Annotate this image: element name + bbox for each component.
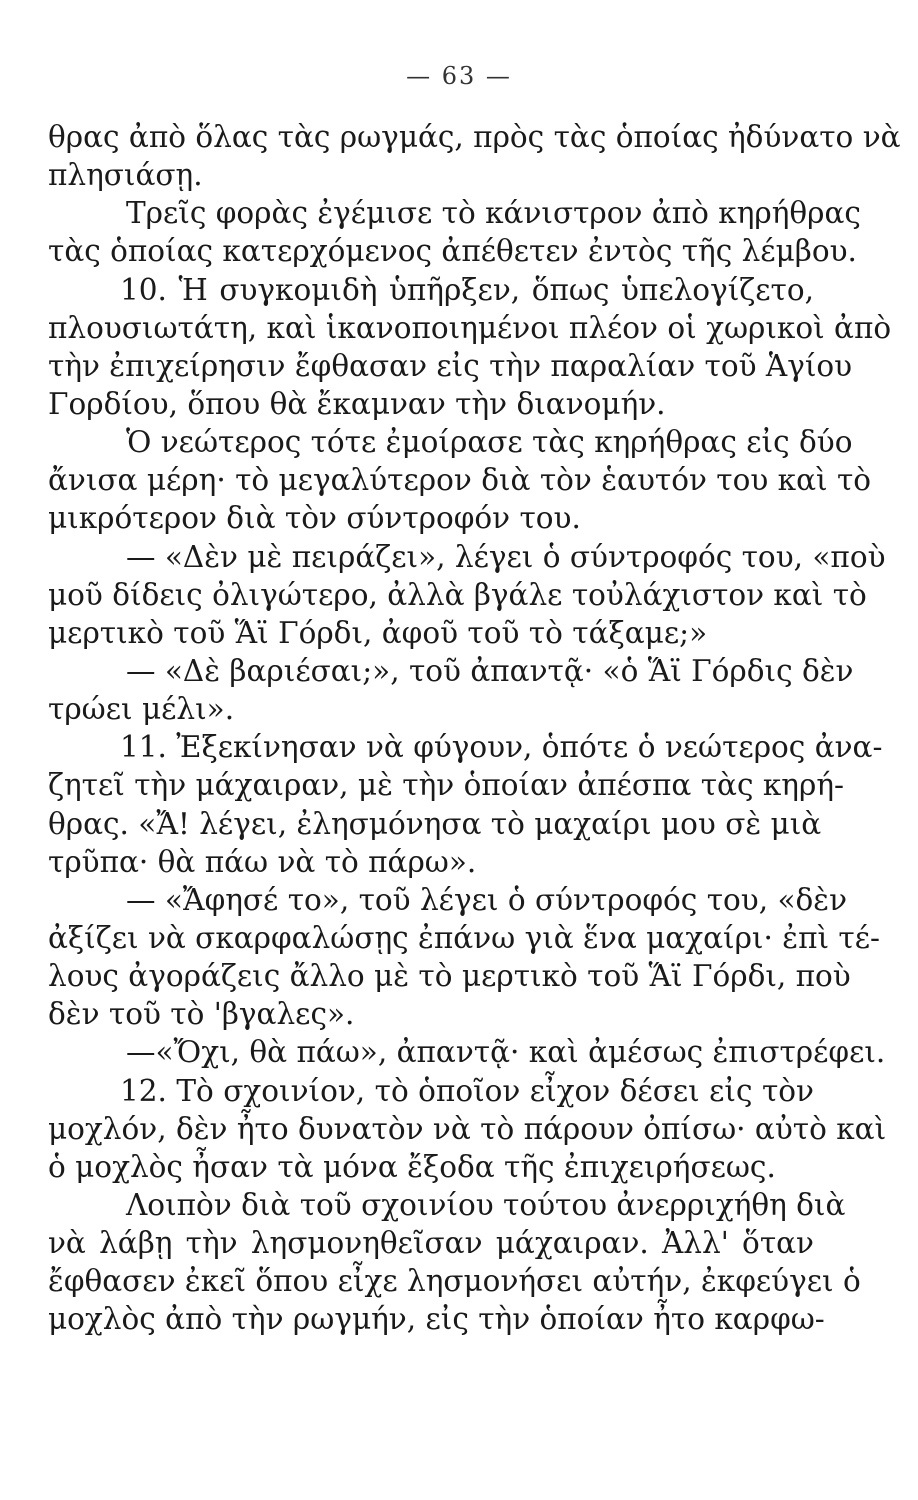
body-text: [48, 118, 901, 1339]
text-line: 12. Τὸ σχοινίον, τὸ ὁποῖον εἶχον δέσει εἰς τὸν: [120, 1073, 814, 1108]
text-line: πλησιάσῃ.: [48, 158, 203, 193]
text-line: τὴν ἐπιχείρησιν ἔφθασαν εἰς τὴν παραλίαν τοῦ Ἁγίου: [48, 348, 853, 383]
text-line: ἔφθασεν ἐκεῖ ὅπου εἶχε λησμονήσει αὐτήν, ἐκφεύγει ὁ: [48, 1264, 861, 1299]
text-line: τρώει μέλι».: [48, 692, 235, 727]
text-line: ζητεῖ τὴν μάχαιραν, μὲ τὴν ὁποίαν ἀπέσπα τὰς κηρή-: [48, 768, 844, 803]
text-line: ὁ μοχλὸς ἦσαν τὰ μόνα ἔξοδα τῆς ἐπιχειρήσεως.: [48, 1149, 776, 1184]
page-number: — 63 —: [406, 62, 512, 90]
text-line: — «Ἄφησέ το», τοῦ λέγει ὁ σύντροφός του, «δὲν: [126, 882, 848, 917]
text-line: Λοιπὸν διὰ τοῦ σχοινίου τούτου ἀνερριχήθη διὰ: [126, 1187, 846, 1222]
text-line: τὰς ὁποίας κατερχόμενος ἀπέθετεν ἐντὸς τῆς λέμβου.: [48, 234, 857, 269]
text-line: μερτικὸ τοῦ Ἅϊ Γόρδι, ἀφοῦ τοῦ τὸ τάξαμε;»: [48, 615, 708, 650]
text-line: λους ἀγοράζεις ἄλλο μὲ τὸ μερτικὸ τοῦ Ἅϊ Γόρδι, ποὺ: [48, 959, 851, 994]
text-line: ἄνισα μέρη· τὸ μεγαλύτερον διὰ τὸν ἑαυτόν του καὶ τὸ: [48, 463, 872, 498]
text-line: — «Δὲν μὲ πειράζει», λέγει ὁ σύντροφός του, «ποὺ: [126, 539, 886, 574]
text-line: μοχλόν, δὲν ἦτο δυνατὸν νὰ τὸ πάρουν ὀπίσω· αὐτὸ καὶ: [48, 1111, 887, 1146]
text-line: 10. Ἡ συγκομιδὴ ὑπῆρξεν, ὅπως ὑπελογίζετο,: [120, 272, 814, 307]
text-line: μοῦ δίδεις ὀλιγώτερο, ἀλλὰ βγάλε τοὐλάχιστον καὶ τὸ: [48, 577, 867, 612]
text-line: θρας ἀπὸ ὅλας τὰς ρωγμάς, πρὸς τὰς ὁποίας ἠδύνατο νὰ: [48, 120, 901, 154]
text-line: τρῦπα· θὰ πάω νὰ τὸ πάρω».: [48, 844, 477, 879]
text-line: νὰ λάβῃ τὴν λησμονηθεῖσαν μάχαιραν. Ἀλλ' ὅταν: [48, 1226, 814, 1261]
text-line: 11. Ἐξεκίνησαν νὰ φύγουν, ὁπότε ὁ νεώτερος ἀνα-: [120, 730, 883, 765]
text-line: μοχλὸς ἀπὸ τὴν ρωγμήν, εἰς τὴν ὁποίαν ἦτο καρφω-: [48, 1302, 825, 1337]
text-line: ἀξίζει νὰ σκαρφαλώσῃς ἐπάνω γιὰ ἕνα μαχαίρι· ἐπὶ τέ-: [48, 920, 880, 955]
text-line: Γορδίου, ὅπου θὰ ἔκαμναν τὴν διανομήν.: [48, 386, 666, 421]
text-line: θρας. «Ἄ! λέγει, ἐλησμόνησα τὸ μαχαίρι μου σὲ μιὰ: [48, 806, 822, 841]
text-line: Τρεῖς φορὰς ἐγέμισε τὸ κάνιστρον ἀπὸ κηρήθρας: [126, 196, 861, 231]
text-line: δὲν τοῦ τὸ 'βγαλες».: [48, 997, 355, 1032]
text-line: πλουσιωτάτη, καὶ ἱκανοποιημένοι πλέον οἱ χωρικοὶ ἀπὸ: [48, 310, 892, 345]
text-line: Ὁ νεώτερος τότε ἐμοίρασε τὰς κηρήθρας εἰς δύο: [126, 425, 853, 460]
text-line: μικρότερον διὰ τὸν σύντροφόν του.: [48, 501, 581, 536]
text-line: —«Ὄχι, θὰ πάω», ἀπαντᾷ· καὶ ἀμέσως ἐπιστρέφει.: [126, 1035, 886, 1070]
text-line: — «Δὲ βαριέσαι;», τοῦ ἀπαντᾷ· «ὁ Ἅϊ Γόρδις δὲν: [126, 653, 854, 688]
